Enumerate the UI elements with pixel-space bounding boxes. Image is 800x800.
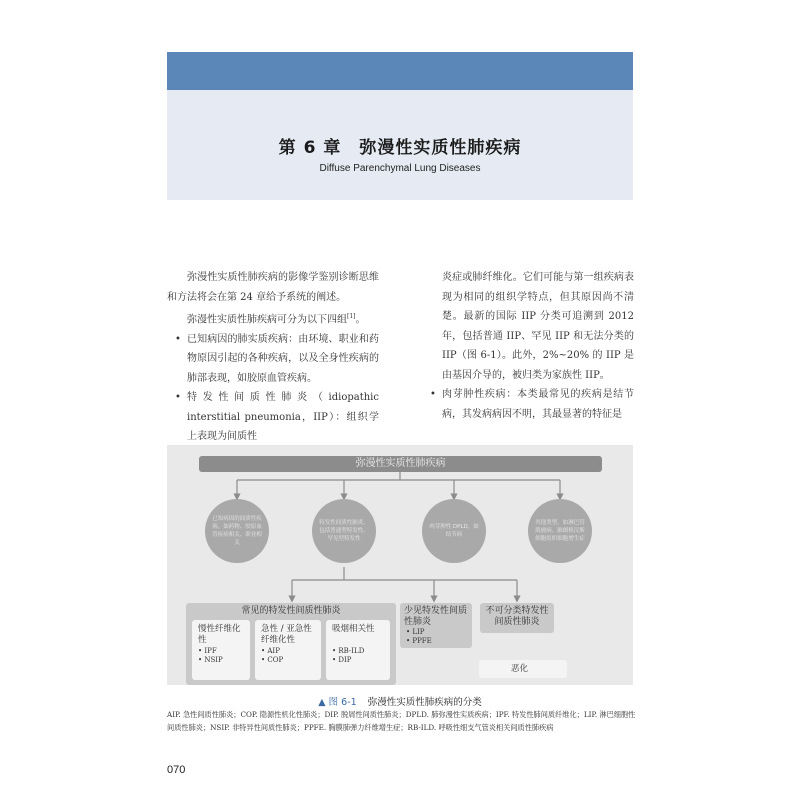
category-circle: 特发性间质性肺炎，包括普通型特发性、罕见型特发性 bbox=[312, 499, 376, 563]
caption-text: 弥漫性实质性肺疾病的分类 bbox=[367, 697, 482, 708]
figure-root-label: 弥漫性实质性肺疾病 bbox=[199, 456, 602, 472]
group-items: • IPF • NSIP bbox=[198, 647, 223, 664]
chapter-subtitle: Diffuse Parenchymal Lung Diseases bbox=[319, 163, 481, 174]
list-item: • 肉芽肿性疾病：本类最常见的疾病是结节病，其发病病因不明，其最显著的特征是 bbox=[430, 389, 634, 420]
legend-label: 恶化 bbox=[511, 664, 529, 674]
group-items: • RB-ILD • DIP bbox=[332, 647, 365, 664]
paragraph: 炎症或肺纤维化。它们可能与第一组疾病表现为相同的组织学特点，但其原因尚不清楚。最新的国际 IIP 分类可追溯到 2012 年，包括普通 IIP、罕见 IIP 和无法分类的 IIP（图 6-1）。此外，2%~20% 的 IIP 是由基因介导的，被归类为家族性 IIP。 bbox=[442, 272, 634, 381]
list-item: • 特发性间质性肺炎（idiopathic interstitial pneumonia，IIP）：组织学上表现为间质性 bbox=[175, 392, 379, 443]
chapter-title: 第 6 章 弥漫性实质性肺疾病 bbox=[278, 138, 522, 158]
iip-group-acute bbox=[255, 620, 321, 680]
reference-marker: [1] bbox=[347, 313, 356, 320]
category-circle: 肉芽肿性 DPLD，如结节病 bbox=[422, 499, 486, 563]
group-title: 吸烟相关性 bbox=[332, 624, 375, 634]
caption-number: 图 6-1 bbox=[328, 697, 357, 708]
page-number: 070 bbox=[167, 764, 186, 776]
text-column-right bbox=[422, 268, 634, 424]
chapter-accent-bar bbox=[167, 52, 633, 90]
paragraph: 弥漫性实质性肺疾病的影像学鉴别诊断思维和方法将会在第 24 章给予系统的阐述。 bbox=[167, 272, 379, 303]
group-title: 慢性纤维化性 bbox=[198, 624, 241, 645]
group-title: 急性 / 亚急性纤维化性 bbox=[261, 624, 312, 645]
category-circle: 其他类型，如淋巴管肌瘤病、肺朗格汉斯细胞组织细胞增生症 bbox=[528, 499, 592, 563]
unclassifiable-iip-title: 不可分类特发性间质性肺炎 bbox=[485, 606, 549, 627]
rare-iip-title: 少见特发性间质性肺炎 bbox=[404, 606, 468, 627]
caption-marker: ▲ bbox=[318, 697, 326, 708]
figure-legend bbox=[479, 660, 567, 678]
text-column-left bbox=[167, 268, 379, 447]
paragraph: 弥漫性实质性肺疾病可分为以下四组[1]。 bbox=[187, 313, 366, 326]
common-iip-title: 常见的特发性间质性肺炎 bbox=[241, 606, 341, 616]
group-items: • AIP • COP bbox=[261, 647, 284, 664]
figure-caption bbox=[167, 694, 633, 708]
list-item: • 已知病因的肺实质疾病：由环境、职业和药物原因引起的各种疾病，以及全身性疾病的肺部表现，如胶原血管疾病。 bbox=[175, 333, 379, 384]
rare-iip-items: • LIP • PPFE bbox=[406, 628, 432, 645]
iip-group-chronic bbox=[192, 620, 250, 680]
figure-notes: AIP. 急性间质性肺炎；COP. 隐源性机化性肺炎；DIP. 脱屑性间质性肺炎；DPLD. 肺弥漫性实质疾病；IPF. 特发性肺间质纤维化；LIP. 淋巴细胞性间质性肺炎；NSIP. 非特异性间质性肺炎；PPFE. 胸膜肺弹力纤维增生症；RB-ILD. 呼吸性细支气管炎相关间质性肺疾病 bbox=[167, 710, 636, 732]
category-circle: 已知病因的间质性疾病，如药物、胶原血管疾病相关、职业相关 bbox=[205, 499, 269, 563]
iip-group-smoking bbox=[326, 620, 390, 680]
